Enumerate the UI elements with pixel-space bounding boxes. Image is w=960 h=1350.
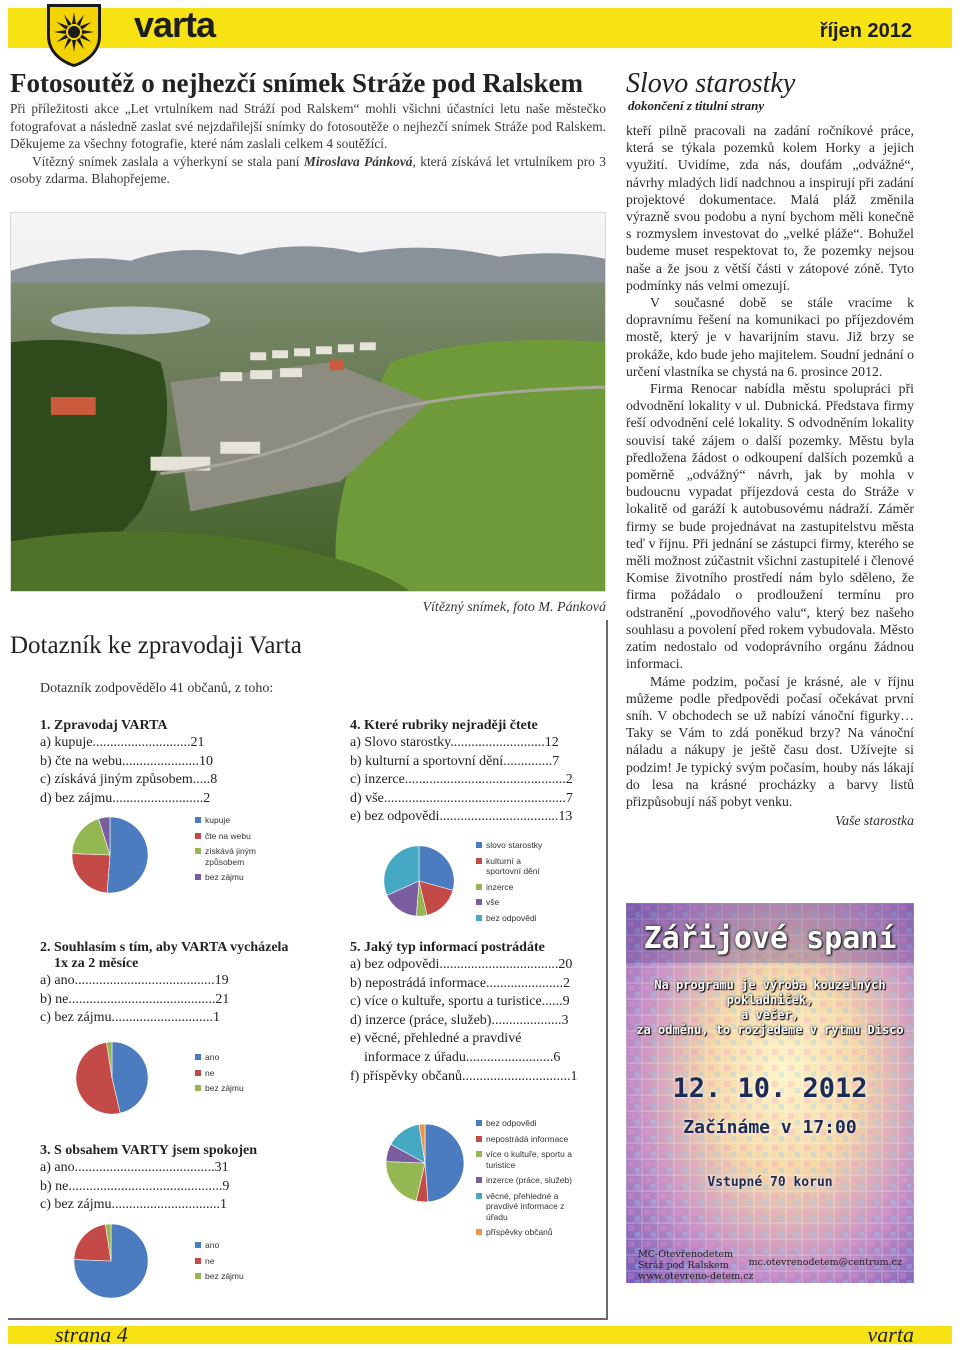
legend-entry (476, 897, 556, 908)
answer-line: c) bez zájmu.............................1 (40, 1010, 221, 1026)
poster-line-1: Na programu je výroba kouzelných (654, 978, 886, 992)
brand-name: varta (134, 4, 216, 45)
mayor-column-title: Slovo starostky (626, 68, 796, 99)
legend-swatch (476, 1193, 482, 1199)
answer-line: c) více o kultuře, sportu a turistice......9 (350, 994, 570, 1010)
legend-swatch (476, 1151, 482, 1157)
legend-entry (476, 913, 556, 924)
answer-line: b) nepostrádá informace......................2 (350, 975, 571, 991)
mayor-column-subtitle: dokončení z titulní strany (628, 98, 765, 113)
photo-caption: Vítězný snímek, foto M. Pánková (422, 600, 606, 615)
article-paragraph-2 (10, 153, 606, 188)
answer-line: e) bez odpovědi..................................13 (350, 809, 573, 825)
answer-line: b) čte na webu......................10 (40, 753, 214, 769)
legend-entry (195, 815, 265, 826)
mayor-paragraph-4: Máme podzim, počasí je krásné, ale v říjnu můžeme podle předpovědi počasí očekávat první sníh. V obchodech se už nabízí vánoční figurky… Taky se Vám to zdá poněkud brzy? Na vánoční náladu a nákupy je ještě času dost. Užívejte si podzim! Je typický svým počasím, houby nás lákají do lesa na krásné procházky a barvy listů přizpůsobují náš pobyt venku. (626, 673, 914, 809)
legend-label: bez odpovědi (486, 912, 537, 923)
legend-entry (476, 1191, 586, 1223)
poster-line-3: a večer, (741, 1008, 799, 1022)
legend-swatch (476, 1229, 482, 1235)
answer-line: d) bez zájmu..........................2 (40, 790, 211, 806)
pie-chart-q2 (74, 1040, 150, 1116)
legend-q1 (195, 815, 265, 888)
legend-label: bez zájmu (205, 1271, 244, 1281)
question-1-title: 1. Zpravodaj VARTA (40, 718, 168, 733)
mayor-paragraph-3: Firma Renocar nabídla městu spolupráci při odvodnění lokality v ul. Dubnická. Představa firmy řeší odvodnění celé lokality. S odvodněním lokality souvisí také zájem o další pozemky. Městu byla předložena žádost o odkoupení dalších pozemků a poměrně „odvážný“ návrh, jak by mohla v budoucnu vypadat příjezdová cesta do Stráže v lokalitě od garáží k autobusovému nádraží. Záměr firmy se bude projednávat na zastupitelstvu města teď v říjnu. Při jednání se zástupci firmy, kterého se měli možnost zúčastnit všichni zastupitelé i členové Komise životního prostředí nám bylo sděleno, že firma požádalo o prodloužení termínu pro odstranění „povodňového valu“, který bez našeho souhlasu a povolení před rokem vybudovala. Město zatím nedostalo od vodoprávního orgánu žádnou informaci. (626, 381, 914, 672)
poster-line-4: za odměnu, to rozjedeme v rytmu Disco (636, 1023, 904, 1037)
question-2-title: 2. Souhlasím s tím, aby VARTA vycházela (40, 940, 289, 955)
legend-label: věcné, přehledné a pravdivé informace z úřadu (486, 1190, 565, 1222)
answer-line: d) vše....................................................7 (350, 790, 573, 806)
legend-label: více o kultuře, sportu a turistice (486, 1149, 572, 1170)
answer-line: d) inzerce (práce, služeb)....................3 (350, 1012, 569, 1028)
legend-entry (476, 1134, 586, 1145)
legend-entry (476, 882, 556, 893)
footer-brand: varta (867, 1322, 914, 1347)
legend-label: získává jiným způsobem (205, 846, 257, 867)
article-lead (10, 100, 606, 188)
pie-chart-q5 (384, 1122, 466, 1204)
question-1 (40, 718, 217, 808)
legend-label: nepostrádá informace (486, 1133, 569, 1144)
poster-org-web[interactable]: www.otevreno-detem.cz (638, 1271, 754, 1282)
pie-chart-q4 (382, 844, 456, 918)
legend-entry (476, 1149, 586, 1170)
legend-label: čte na webu (205, 830, 251, 841)
legend-entry (476, 856, 556, 877)
legend-label: kulturní a sportovní dění (486, 855, 540, 876)
poster-title: Zářijové spaní (643, 921, 897, 956)
legend-label: bez zájmu (205, 872, 244, 882)
legend-swatch (476, 842, 482, 848)
legend-swatch (476, 1177, 482, 1183)
mayor-signature: Vaše starostka (835, 813, 914, 829)
legend-entry (195, 1240, 265, 1251)
poster-date: 12. 10. 2012 (672, 1073, 868, 1104)
legend-swatch (195, 848, 201, 854)
legend-q5 (476, 1118, 586, 1243)
legend-entry (476, 1118, 586, 1129)
legend-swatch (195, 874, 201, 880)
legend-swatch (476, 1136, 482, 1142)
answer-line: c) inzerce..............................................2 (350, 772, 573, 788)
legend-entry (195, 1068, 265, 1079)
poster-org-name: MC-Otevřenodetem (638, 1249, 733, 1260)
legend-label: kupuje (205, 815, 231, 825)
poster-organizer (638, 1249, 754, 1282)
answer-line: e) věcné, přehledné a pravdivé (350, 1031, 522, 1047)
question-3 (40, 1143, 257, 1215)
legend-entry (476, 1175, 586, 1186)
legend-swatch (476, 915, 482, 921)
legend-swatch (195, 1085, 201, 1091)
legend-swatch (195, 817, 201, 823)
legend-entry (195, 831, 265, 842)
legend-label: ne (205, 1255, 215, 1266)
answer-line: a) kupuje............................21 (40, 735, 205, 750)
question-4-title: 4. Které rubriky nejraději čtete (350, 718, 538, 733)
pie-chart-q3 (72, 1222, 150, 1300)
legend-entry (195, 1271, 265, 1282)
answer-line: b) kulturní a sportovní dění..............7 (350, 753, 560, 769)
poster-start-time: Začínáme v 17:00 (683, 1117, 857, 1138)
legend-entry (195, 872, 265, 883)
winner-name: Miroslava Pánková (303, 153, 413, 169)
legend-swatch (476, 1120, 482, 1126)
answer-line: b) ne............................................9 (40, 1178, 230, 1194)
legend-label: bez odpovědi (486, 1118, 537, 1128)
legend-swatch (476, 858, 482, 864)
legend-swatch (195, 1070, 201, 1076)
answer-line: f) příspěvky občanů...............................1 (350, 1068, 578, 1084)
question-4 (350, 718, 573, 827)
legend-label: slovo starostky (486, 840, 543, 850)
question-5 (350, 940, 577, 1086)
legend-entry (476, 840, 556, 851)
legend-swatch (195, 1273, 201, 1279)
legend-swatch (476, 899, 482, 905)
article-p2-start: Vítězný snímek zaslala a výherkyní se stala paní (32, 153, 304, 169)
answer-line: b) ne..........................................21 (40, 991, 230, 1007)
issue-date: říjen 2012 (819, 20, 912, 42)
mayor-column-text (626, 122, 914, 829)
legend-label: inzerce (práce, služeb) (486, 1175, 572, 1185)
pie-chart-q1 (70, 815, 150, 895)
answer-line: a) Slovo starostky...........................12 (350, 735, 559, 750)
mayor-paragraph-1: kteří pilně pracovali na zadání ročníkové práce, která se týkala pozemků kolem Horky a jejich využití. Uvidíme, zda nás, doufám „odvážné“, návrhy mladých lidí nadchnou a inspirují při zadání projektové dokumentace. Malá pláž změnila výrazně svou podobu a nyní bychom měli konečně s rozmyslem investovat do „velké pláže“. Bohužel budeme muset respektovat to, že pozemky nejsou naše a že jsou z větší části v zátopové zóně. Tyto podmínky nás velmi omezují. (626, 123, 914, 293)
article-title: Fotosoutěž o nejhezčí snímek Stráže pod Ralskem (10, 68, 583, 98)
legend-swatch (476, 884, 482, 890)
winning-aerial-photo (10, 212, 606, 592)
legend-entry (195, 1052, 265, 1063)
pie-slice (425, 1124, 464, 1202)
article-p2-end: , která získává let vrtulníkem pro 3 osoby zdarma. Blahopřejeme. (10, 153, 606, 186)
answer-line: c) bez zájmu...............................1 (40, 1197, 228, 1213)
footer-bar (8, 1326, 952, 1344)
legend-entry (195, 846, 265, 867)
legend-swatch (195, 833, 201, 839)
answer-line: a) ano........................................31 (40, 1160, 229, 1175)
legend-label: vše (486, 897, 500, 907)
question-5-title: 5. Jaký typ informací postrádáte (350, 940, 545, 955)
legend-label: ano (205, 1052, 220, 1062)
question-3-title: 3. S obsahem VARTY jsem spokojen (40, 1143, 258, 1158)
town-crest-logo (45, 2, 103, 68)
answer-line: c) získává jiným způsobem.....8 (40, 772, 218, 788)
legend-label: inzerce (486, 881, 514, 892)
mayor-paragraph-2: V současné době se stále vracíme k dopravnímu řešení na komunikaci po příjezdovém mostě, který je v havarijním stavu. Již brzy se prokáže, kdo bude jeho majitelem. Soudní jednání o určení vlastníka se chystá na 6. prosince 2012. (626, 295, 914, 379)
legend-entry (195, 1256, 265, 1267)
pie-slice (72, 854, 110, 893)
legend-entry (476, 1227, 586, 1238)
article-paragraph-1: Při příležitosti akce „Let vrtulníkem nad Stráží pod Ralskem“ mohli všichni účastníci letu naše městečko fotografovat a následně zaslat své nejzdařilejší snímky do fotosoutěže o nejhezčí snímek Stráže pod Ralskem. Děkujeme za všechny fotografie, které nám zaslali celkem 4 soutěžící. (10, 101, 606, 151)
question-2 (40, 940, 288, 1028)
legend-q2 (195, 1052, 265, 1099)
survey-title: Dotazník ke zpravodaji Varta (10, 632, 302, 659)
question-2-title-cont: 1x za 2 měsíce (54, 956, 139, 971)
page-number: strana 4 (55, 1322, 128, 1347)
poster-line-2: pokladniček, (726, 993, 814, 1007)
poster-org-town: Stráž pod Ralskem (638, 1260, 729, 1271)
poster-entry-fee: Vstupné 70 korun (707, 1175, 833, 1190)
answer-line: informace z úřadu.........................6 (364, 1049, 561, 1065)
legend-swatch (195, 1054, 201, 1060)
poster-email[interactable]: mc.otevrenodetem@centrum.cz (748, 1257, 902, 1268)
legend-q4 (476, 840, 556, 928)
answer-line: a) ano........................................19 (40, 973, 229, 988)
answer-line: a) bez odpovědi..................................20 (350, 957, 573, 972)
legend-swatch (195, 1258, 201, 1264)
survey-intro: Dotazník zodpovědělo 41 občanů, z toho: (40, 681, 274, 696)
event-poster (626, 903, 914, 1283)
legend-q3 (195, 1240, 265, 1287)
legend-label: bez zájmu (205, 1083, 244, 1093)
legend-swatch (195, 1242, 201, 1248)
legend-label: ne (205, 1067, 215, 1078)
poster-program (636, 978, 904, 1038)
legend-entry (195, 1083, 265, 1094)
pie-slice (107, 817, 148, 893)
pie-slice (74, 1224, 111, 1261)
legend-label: ano (205, 1240, 220, 1250)
legend-label: příspěvky občanů (486, 1227, 553, 1237)
